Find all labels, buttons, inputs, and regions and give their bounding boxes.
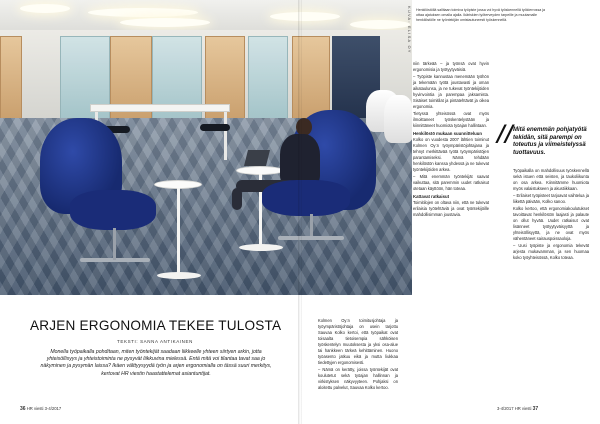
chair-post (310, 214, 313, 238)
white-lounge-chair (384, 95, 412, 143)
paragraph: – Nämä on kerätty, joissa työntekijät ovat koulutetut sekä työajan hallinnan ja virkistyksen näkyvyyteen. Pohjaksi on aloitettu palvelut, Sauvaa Kolko kertoo. (318, 367, 398, 390)
bar-stool (200, 124, 230, 131)
paragraph: – Erilaiset työpisteet tarjoavat vaihtelua ja liikettä päivään, Kolko sanoo. (513, 193, 589, 204)
paragraph: niin tärkeää – ja työnsä ovat hyvin ergonomisia ja työtyytyväisiä. (413, 61, 489, 72)
chair-post (113, 228, 116, 260)
high-table (90, 104, 230, 112)
side-table-post (177, 188, 180, 276)
laptop (244, 150, 270, 166)
photo-caption: Henkilöstöllä sallitaan toimiva työpiste jossa voi hyvä työskennellä työkierrossa ja ottaa ajatuksen omalla ajalla. Ikäriskien työterveyden tarpeille ja muutamalle henkilöstölle ne työntekijän omistautuneesti työskennellä. (416, 8, 546, 22)
body-column-1 (318, 318, 398, 392)
paragraph: – Uusi työpiste ja ergonomia tekevät arjesta mukavamman, ja sen huomaa koko työyhteisössä, Kolko toteaa. (513, 243, 589, 260)
person-leg (232, 188, 242, 210)
byline: TEKSTI: SANNA ANTIKAINEN (117, 339, 193, 344)
paragraph: Tietyssä yhteisössä ovat myös ilmoittaneet työskentelystään ja kiinnittäneet huomiota työajan hallintaan. (413, 111, 489, 128)
side-table-foot (239, 244, 283, 251)
chair-base (278, 236, 344, 240)
subheading: Kattavat ratkaisut (413, 194, 450, 199)
paragraph: – Mitä enemmän työntekijät saavat vaikuttaa, sitä paremmin uudet ratkaisut otetaan käyttöön, hän toteaa. (413, 174, 489, 191)
paragraph: Toimitilojen on oltava niin, että ne tukevat erilaisia työtehtäviä ja ovat työntekijöille mahdollisimman joustavia. (413, 200, 489, 217)
page-number: 37 (532, 406, 539, 412)
magazine-name: HR viesti (514, 406, 532, 411)
ceiling-light (120, 18, 210, 27)
issue-number: 3-4/2017 (44, 406, 62, 411)
wood-panel (0, 36, 22, 122)
ceiling-light (88, 8, 198, 17)
quote-mark-icon: // (497, 121, 514, 147)
office-lounge-photo (0, 0, 412, 295)
body-column-2 (413, 61, 489, 219)
subheading: Henkilöstö mukaan suunnitteluun (413, 131, 482, 136)
paragraph: Kolko on vuodesta 2007 lähtien toiminut Kolmen Oy:n työympäristöjohtajana ja tehnyt merkittävää työtä työympäristöjen parantamiseksi. Nämä tehdään henkilöstön kanssa yhdessä ja ne tukevat työntekijöiden arkea. (413, 137, 489, 172)
ceiling-light (20, 4, 70, 13)
paragraph: Kolko kertoo, että ergonomiakoulutukset tavoittavat henkilöstön laajasti ja palaute on ollut hyvää. Uudet ratkaisut ovat lisänneet työtyytyväisyyttä ja yhteisöllisyyttä, ja ne ovat myös vähentäneet sairauspoissaoloja. (513, 206, 589, 241)
article-headline: ARJEN ERGONOMIA TEKEE TULOSTA (30, 318, 282, 333)
ceiling-light (350, 20, 410, 29)
issue-number: 3-4/2017 (497, 406, 514, 411)
side-table-foot (157, 272, 201, 279)
folio-left (20, 406, 61, 412)
chair-seat (70, 190, 156, 230)
page-number: 36 (20, 406, 26, 412)
photo-credit: KUVA: ELISA OY (407, 6, 412, 54)
paragraph: – Työpiste kannustaa menemään työhön ja tekemään työtä joustavasti ja oman aikataulunsa, ja ne tukevat työntekijöiden hyvinvointia ja parempaa jaksamista. Sisäiset toimitilat ja pintatehtävät ja oikea ergonomia. (413, 74, 489, 109)
lead-paragraph: Monella työpaikalla pohditaan, miten työntekijät saadaan liikkeelle yhteen siirtyen arkin, jotta yhteisöllisyys ja yhteistoiminta ne pysyvät liikkuvina mielessä. Entä mitä voi tilantaa tavat saa jo näkyminen ja pysymän laissa? Ikäen välttyysyydä työn ja arjen ergonomialla on tässä suuri merkitys, kertovat HR viestin haastattelemat asiantuntijat. (40, 349, 272, 377)
chair-seat (262, 180, 350, 216)
spine-gutter (298, 0, 302, 424)
folio-right (497, 406, 538, 412)
paragraph: Kolmen Oy:n toimitusjohtaja ja työympäristöjohtaja on usein tarjottu Sauvaa Kolko kertoi, että työpaikat ovat toisaalta tietoisempia sähköisen työskentelyn muutoksesta ja yksi osa-alue tai hankkeen tärkeä kehittäminen. Huono työasento jatkuu eikä ja mutta liukkaa tiedettyjen ergonomisesti. (318, 318, 398, 365)
glass-wall (248, 36, 288, 122)
ceiling-light (270, 12, 340, 21)
paragraph: Työpaikalla on mahdollisuus työskennellä sekä istuen että seisten, ja taukoliikunta on osa arkea. Kiinnitämme huomiota myös valaistukseen ja akustiikkaan. (513, 168, 589, 191)
pull-quote-text: Mitä enemmän pohjatyötä tekidän, sitä parempi on toteutus ja viimeistelyssä tuottavuus. (513, 127, 587, 156)
body-column-3 (513, 168, 589, 262)
table-leg (224, 112, 227, 160)
magazine-name: HR viesti (26, 406, 44, 411)
